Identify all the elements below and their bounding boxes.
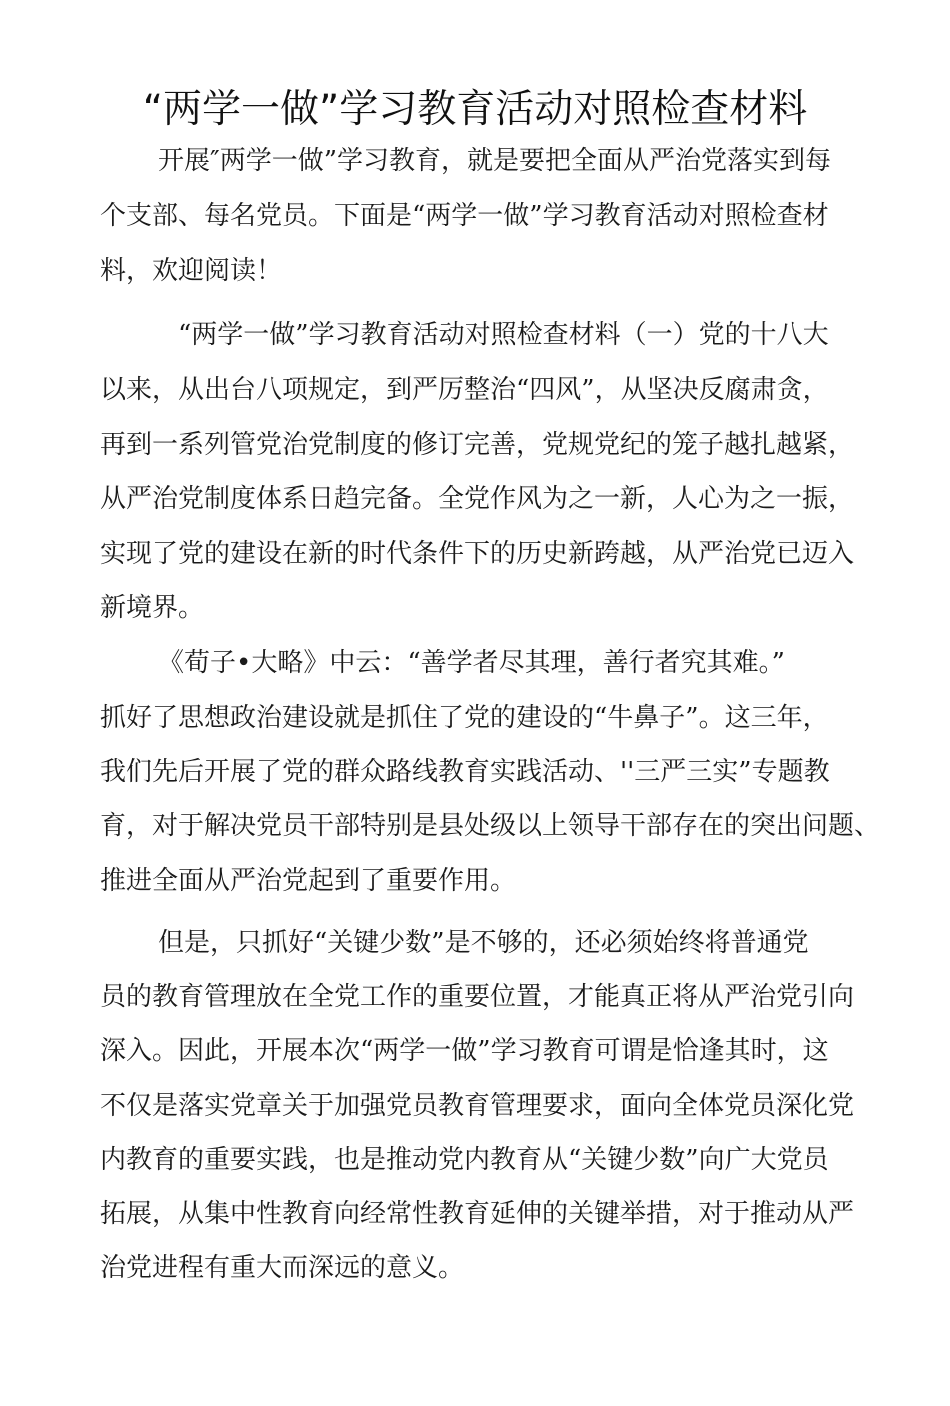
paragraph-4-line-5: 内教育的重要实践，也是推动党内教育从“关键少数”向广大党员 bbox=[100, 1145, 829, 1175]
paragraph-3-line-4: 育，对于解决党员干部特别是县处级以上领导干部存在的突出问题、 bbox=[100, 811, 881, 841]
paragraph-1-line-1: 开展″两学一做”学习教育，就是要把全面从严治党落实到每 bbox=[158, 146, 832, 176]
paragraph-1-line-2: 个支部、每名党员。下面是“两学一做”学习教育活动对照检查材 bbox=[100, 201, 829, 231]
paragraph-3-line-2: 抓好了思想政治建设就是抓住了党的建设的“牛鼻子”。这三年， bbox=[100, 703, 829, 733]
paragraph-4-line-4: 不仅是落实党章关于加强党员教育管理要求，面向全体党员深化党 bbox=[100, 1091, 855, 1121]
document-title: “两学一做”学习教育活动对照检查材料 bbox=[142, 87, 808, 132]
paragraph-3-line-1: 《荀子•大略》中云：“善学者尽其理，善行者究其难。” bbox=[158, 648, 785, 678]
paragraph-3-line-3: 我们先后开展了党的群众路线教育实践活动、''三严三实”专题教 bbox=[100, 757, 830, 787]
paragraph-4-line-6: 拓展，从集中性教育向经常性教育延伸的关键举措，对于推动从严 bbox=[100, 1199, 855, 1229]
paragraph-1-line-3: 料，欢迎阅读！ bbox=[100, 256, 283, 286]
paragraph-2-line-2: 以来，从出台八项规定，到严厉整治“四风”，从坚决反腐肃贪， bbox=[100, 375, 829, 405]
paragraph-4-line-1: 但是，只抓好“关键少数”是不够的，还必须始终将普通党 bbox=[158, 928, 809, 958]
paragraph-2-line-3: 再到一系列管党治党制度的修订完善，党规党纪的笼子越扎越紧， bbox=[100, 430, 855, 460]
paragraph-2-line-4: 从严治党制度体系日趋完备。全党作风为之一新，人心为之一振， bbox=[100, 484, 855, 514]
paragraph-3-line-5: 推进全面从严治党起到了重要作用。 bbox=[100, 866, 517, 896]
paragraph-2-line-6: 新境界。 bbox=[100, 593, 205, 623]
paragraph-4-line-3: 深入。因此，开展本次“两学一做”学习教育可谓是恰逢其时，这 bbox=[100, 1036, 829, 1066]
paragraph-2-line-1: “两学一做”学习教育活动对照检查材料（一）党的十八大 bbox=[178, 320, 829, 350]
paragraph-2-line-5: 实现了党的建设在新的时代条件下的历史新跨越，从严治党已迈入 bbox=[100, 539, 855, 569]
paragraph-4-line-2: 员的教育管理放在全党工作的重要位置，才能真正将从严治党引向 bbox=[100, 982, 855, 1012]
paragraph-4-line-7: 治党进程有重大而深远的意义。 bbox=[100, 1253, 465, 1283]
